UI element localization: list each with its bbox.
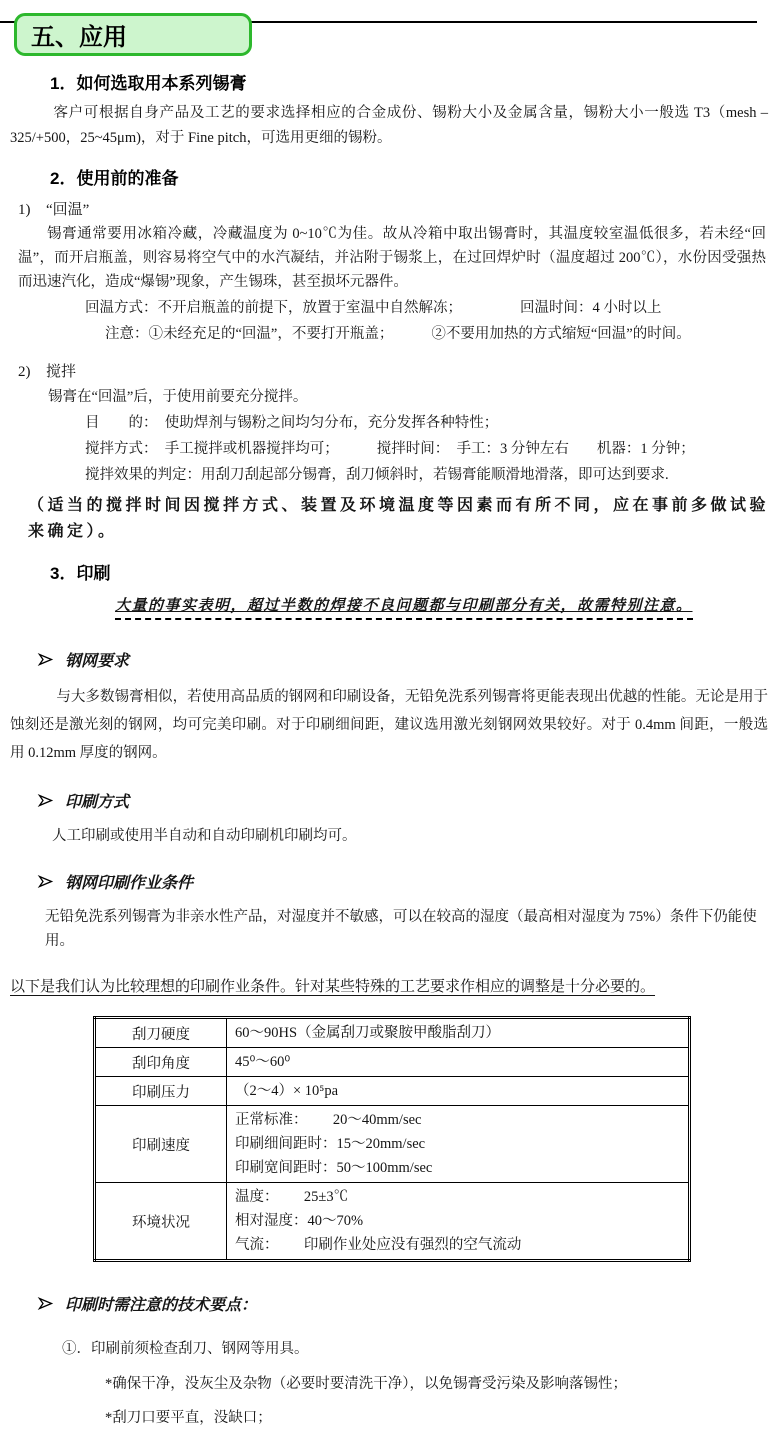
ideal-conditions-text: 以下是我们认为比较理想的印刷作业条件。针对某些特殊的工艺要求作相应的调整是十分必要的。 [10,979,656,995]
line-stir-purpose: 目 的： 使助焊剂与锡粉之间均匀分布，充分发挥各种特性； [85,415,499,431]
value-line: 相对湿度：40～70% [235,1213,364,1229]
banner-title: 五、应用 [31,24,127,51]
paragraph-print-method: 人工印刷或使用半自动和自动印刷机印刷均可。 [52,828,357,844]
table-row [95,1048,690,1077]
row-label: 环境状况 [95,1183,227,1261]
list-number: 2) [18,364,31,380]
ideal-conditions-note [10,975,780,996]
rewarm-time-text: 回温时间：4 小时以上 [520,300,662,316]
paragraph-work-conditions: 无铅免洗系列锡膏为非亲水性产品，对湿度并不敏感，可以在较高的湿度（最高相对湿度为 75%）条件下仍能使用。 [45,909,757,949]
value-line: （2～4）× 10⁵pa [235,1083,339,1099]
technical-point-1: ①．印刷前须检查刮刀、钢网等用具。 [62,1341,309,1357]
note-1: ①未经充足的“回温”，不要打开瓶盖； [148,326,394,342]
table-row [95,1077,690,1106]
row-value [227,1048,690,1077]
heading-printing: 3．印刷 [50,564,111,583]
note-2: ②不要用加热的方式缩短“回温”的时间。 [431,326,691,342]
bullet-heading: 钢网要求 [65,653,130,670]
stir-time-text: 搅拌时间： 手工：3 分钟左右 [376,441,569,457]
bullet-technical-points [38,1292,780,1315]
list-item-rewarm [18,198,780,219]
paragraph-rewarm: 锡膏通常要用冰箱冷藏，冷藏温度为 0~10℃为佳。故从冷箱中取出锡膏时，其温度较室温低很多，若未经“回温”，而开启瓶盖，则容易将空气中的水汽凝结，并沾附于锡浆上，在过回焊炉时（温度超过 200℃），水份因受强热而迅速汽化，造成“爆锡”现象，产生锡珠，甚至损坏元器件。 [18,226,766,290]
row-label: 印刷压力 [95,1077,227,1106]
line-stir-method [85,437,780,461]
line-stir-intro: 锡膏在“回温”后，于使用前要充分搅拌。 [48,389,308,405]
bullet-heading: 钢网印刷作业条件 [65,875,194,892]
note-label: 注意： [105,326,149,342]
technical-point-1-sub-2: *刮刀口要平直，没缺口； [105,1410,272,1426]
list-title-rewarm: “回温” [46,202,90,218]
document-page [0,13,780,1426]
value-line: 温度： 25±3℃ [235,1189,349,1205]
print-conditions-table [93,1016,691,1262]
paragraph-stencil: 与大多数锡膏相似，若使用高品质的钢网和印刷设备，无铅免洗系列锡膏将更能表现出优越的性能。无论是用于蚀刻还是激光刻的钢网，均可完美印刷。对于印刷细间距，建议选用激光刻钢网效果较好。对于 0.4mm 间距，一般选用 0.12mm 厚度的钢网。 [10,689,768,761]
value-line: 印刷细间距时：15～20mm/sec [235,1136,426,1152]
technical-point-1-sub-1: *确保干净，没灰尘及杂物（必要时要清洗干净），以免锡膏受污染及影响落锡性； [105,1376,627,1392]
line-rewarm-notes [105,322,780,346]
row-value [227,1183,690,1261]
list-title-stir: 搅拌 [46,364,77,380]
value-line: 正常标准： 20～40mm/sec [235,1112,422,1128]
bullet-print-method [38,789,780,812]
arrowhead-right-icon [38,653,53,666]
stir-machine-text: 机器：1 分钟； [596,441,695,457]
heading-preparation: 2．使用前的准备 [50,169,179,188]
list-number: 1) [18,202,31,218]
line-rewarm-method [85,296,780,320]
value-line: 45⁰～60⁰ [235,1054,291,1070]
row-label: 印刷速度 [95,1106,227,1183]
printing-warning: 大量的事实表明，超过半数的焊接不良问题都与印刷部分有关，故需特别注意。 [115,594,693,620]
stir-method-text: 搅拌方式： 手工搅拌或机器搅拌均可； [85,441,339,457]
value-line: 60～90HS（金属刮刀或聚胺甲酸脂刮刀） [235,1025,501,1041]
row-value [227,1077,690,1106]
printing-warning-wrap [115,594,780,620]
list-item-stir [18,360,780,381]
row-label: 刮印角度 [95,1048,227,1077]
bullet-work-conditions [38,870,780,893]
arrowhead-right-icon [38,875,53,888]
section-banner [14,13,252,56]
table-row [95,1183,690,1261]
line-stir-judge: 搅拌效果的判定：用刮刀刮起部分锡膏，刮刀倾斜时，若锡膏能顺滑地滑落，即可达到要求. [85,467,669,483]
value-line: 印刷宽间距时：50～100mm/sec [235,1160,433,1176]
table-row [95,1018,690,1048]
stir-bold-note: （适当的搅拌时间因搅拌方式、装置及环境温度等因素而有所不同，应在事前多做试验来确定）。 [28,497,770,540]
paragraph-select-paste: 客户可根据自身产品及工艺的要求选择相应的合金成份、锡粉大小及金属含量，锡粉大小一般选 T3（mesh –325/+500，25~45μm)，对于 Fine pitch，可选用更细的锡粉。 [10,105,768,146]
heading-select-paste: 1．如何选取用本系列锡膏 [50,74,247,93]
row-value [227,1018,690,1048]
bullet-heading: 印刷方式 [65,794,130,811]
value-line: 气流： 印刷作业处应没有强烈的空气流动 [235,1237,522,1253]
bullet-stencil-requirements [38,648,780,671]
row-value [227,1106,690,1183]
rewarm-method-text: 回温方式：不开启瓶盖的前提下，放置于室温中自然解冻； [85,300,462,316]
bullet-heading: 印刷时需注意的技术要点： [65,1297,258,1314]
arrowhead-right-icon [38,1297,53,1310]
arrowhead-right-icon [38,794,53,807]
row-label: 刮刀硬度 [95,1018,227,1048]
table-row [95,1106,690,1183]
